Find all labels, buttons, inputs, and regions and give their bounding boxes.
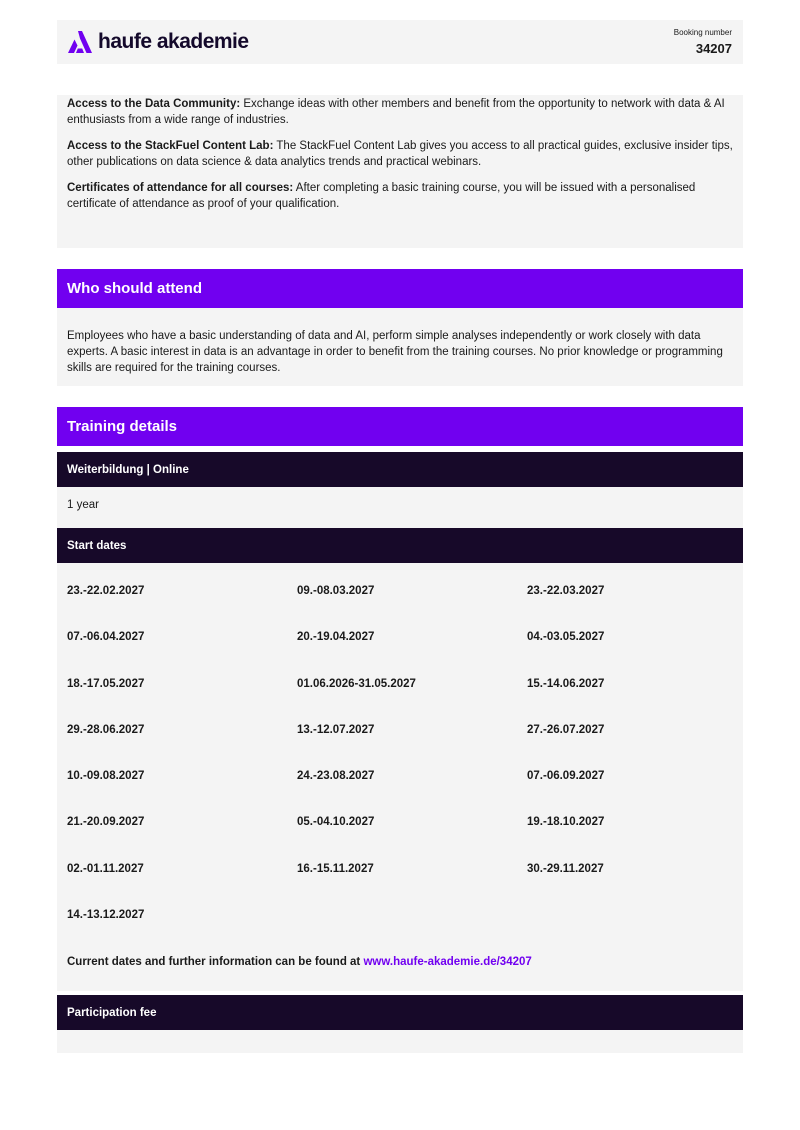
info-link[interactable]: www.haufe-akademie.de/34207 xyxy=(363,956,532,968)
duration-value: 1 year xyxy=(57,487,743,528)
start-date-item: 24.-23.08.2027 xyxy=(297,770,375,783)
start-date-item: 02.-01.11.2027 xyxy=(67,862,144,875)
booking-number: 34207 xyxy=(695,41,732,56)
start-date-item: 13.-12.07.2027 xyxy=(297,723,375,736)
audience-text: Employees who have a basic understanding of data and AI, perform simple analyses independently or work closely with data experts. A basic interest in data is an advantage in order to benefit from the training courses. No prior knowledge or programming skills are required for the training courses. xyxy=(67,330,723,374)
info-text: Current dates and further information can be found at xyxy=(67,956,364,968)
haufe-logo-icon xyxy=(68,31,92,53)
start-dates-grid xyxy=(67,582,757,952)
start-date-item: 10.-09.08.2027 xyxy=(67,770,145,783)
participation-fee-bar: Participation fee xyxy=(57,995,743,1031)
benefit-text: Exchange ideas with other members and benefit from the opportunity to network with data & AI enthusiasts from a wide range of industries. xyxy=(67,98,725,126)
start-date-item: 15.-14.06.2027 xyxy=(527,677,605,690)
start-date-item: 09.-08.03.2027 xyxy=(297,585,375,597)
start-date-item: 21.-20.09.2027 xyxy=(67,816,145,829)
start-date-item: 05.-04.10.2027 xyxy=(297,816,375,829)
start-date-item: 30.-29.11.2027 xyxy=(527,862,604,875)
participation-fee-panel xyxy=(57,1030,743,1053)
haufe-akademie-logo[interactable] xyxy=(68,30,249,54)
start-date-item: 20.-19.04.2027 xyxy=(297,631,375,644)
benefit-text: The StackFuel Content Lab gives you access to all practical guides, exclusive insider tips, other publications on data science & data analytics trends and practical webinars. xyxy=(67,140,733,168)
start-date-item: 14.-13.12.2027 xyxy=(67,909,145,922)
start-date-item: 19.-18.10.2027 xyxy=(527,816,605,829)
start-dates-bar: Start dates xyxy=(57,528,743,564)
benefit-item xyxy=(67,138,733,170)
booking-label: Booking number xyxy=(673,28,732,37)
benefit-title: Certificates of attendance for all courses: xyxy=(67,182,294,194)
info-line xyxy=(67,953,532,971)
booking-info xyxy=(674,27,732,57)
start-date-item: 01.06.2026-31.05.2027 xyxy=(297,677,416,690)
start-date-item: 16.-15.11.2027 xyxy=(297,862,374,875)
start-date-item: 18.-17.05.2027 xyxy=(67,677,145,690)
format-bar: Weiterbildung | Online xyxy=(57,452,743,488)
start-date-item: 23.-22.03.2027 xyxy=(527,585,605,597)
training-details-heading: Training details xyxy=(57,407,743,446)
benefits-section xyxy=(57,95,743,248)
start-date-item: 07.-06.09.2027 xyxy=(527,770,605,783)
benefit-text: After completing a basic training course, you will be issued with a personalised certificate of attendance as proof of your qualification. xyxy=(67,182,696,210)
who-should-attend-heading: Who should attend xyxy=(57,269,743,308)
start-date-item: 23.-22.02.2027 xyxy=(67,585,145,597)
start-dates-section xyxy=(57,563,743,991)
benefit-item xyxy=(67,96,733,128)
page-header xyxy=(57,20,743,64)
audience-section xyxy=(57,308,743,386)
start-date-item: 27.-26.07.2027 xyxy=(527,723,605,736)
benefit-title: Access to the StackFuel Content Lab: xyxy=(67,140,274,152)
start-date-item: 04.-03.05.2027 xyxy=(527,631,605,644)
start-date-item: 29.-28.06.2027 xyxy=(67,723,145,736)
logo-text: haufe akademie xyxy=(98,30,249,53)
benefit-item xyxy=(67,180,733,212)
benefit-title: Access to the Data Community: xyxy=(67,98,241,110)
start-date-item: 07.-06.04.2027 xyxy=(67,631,145,644)
